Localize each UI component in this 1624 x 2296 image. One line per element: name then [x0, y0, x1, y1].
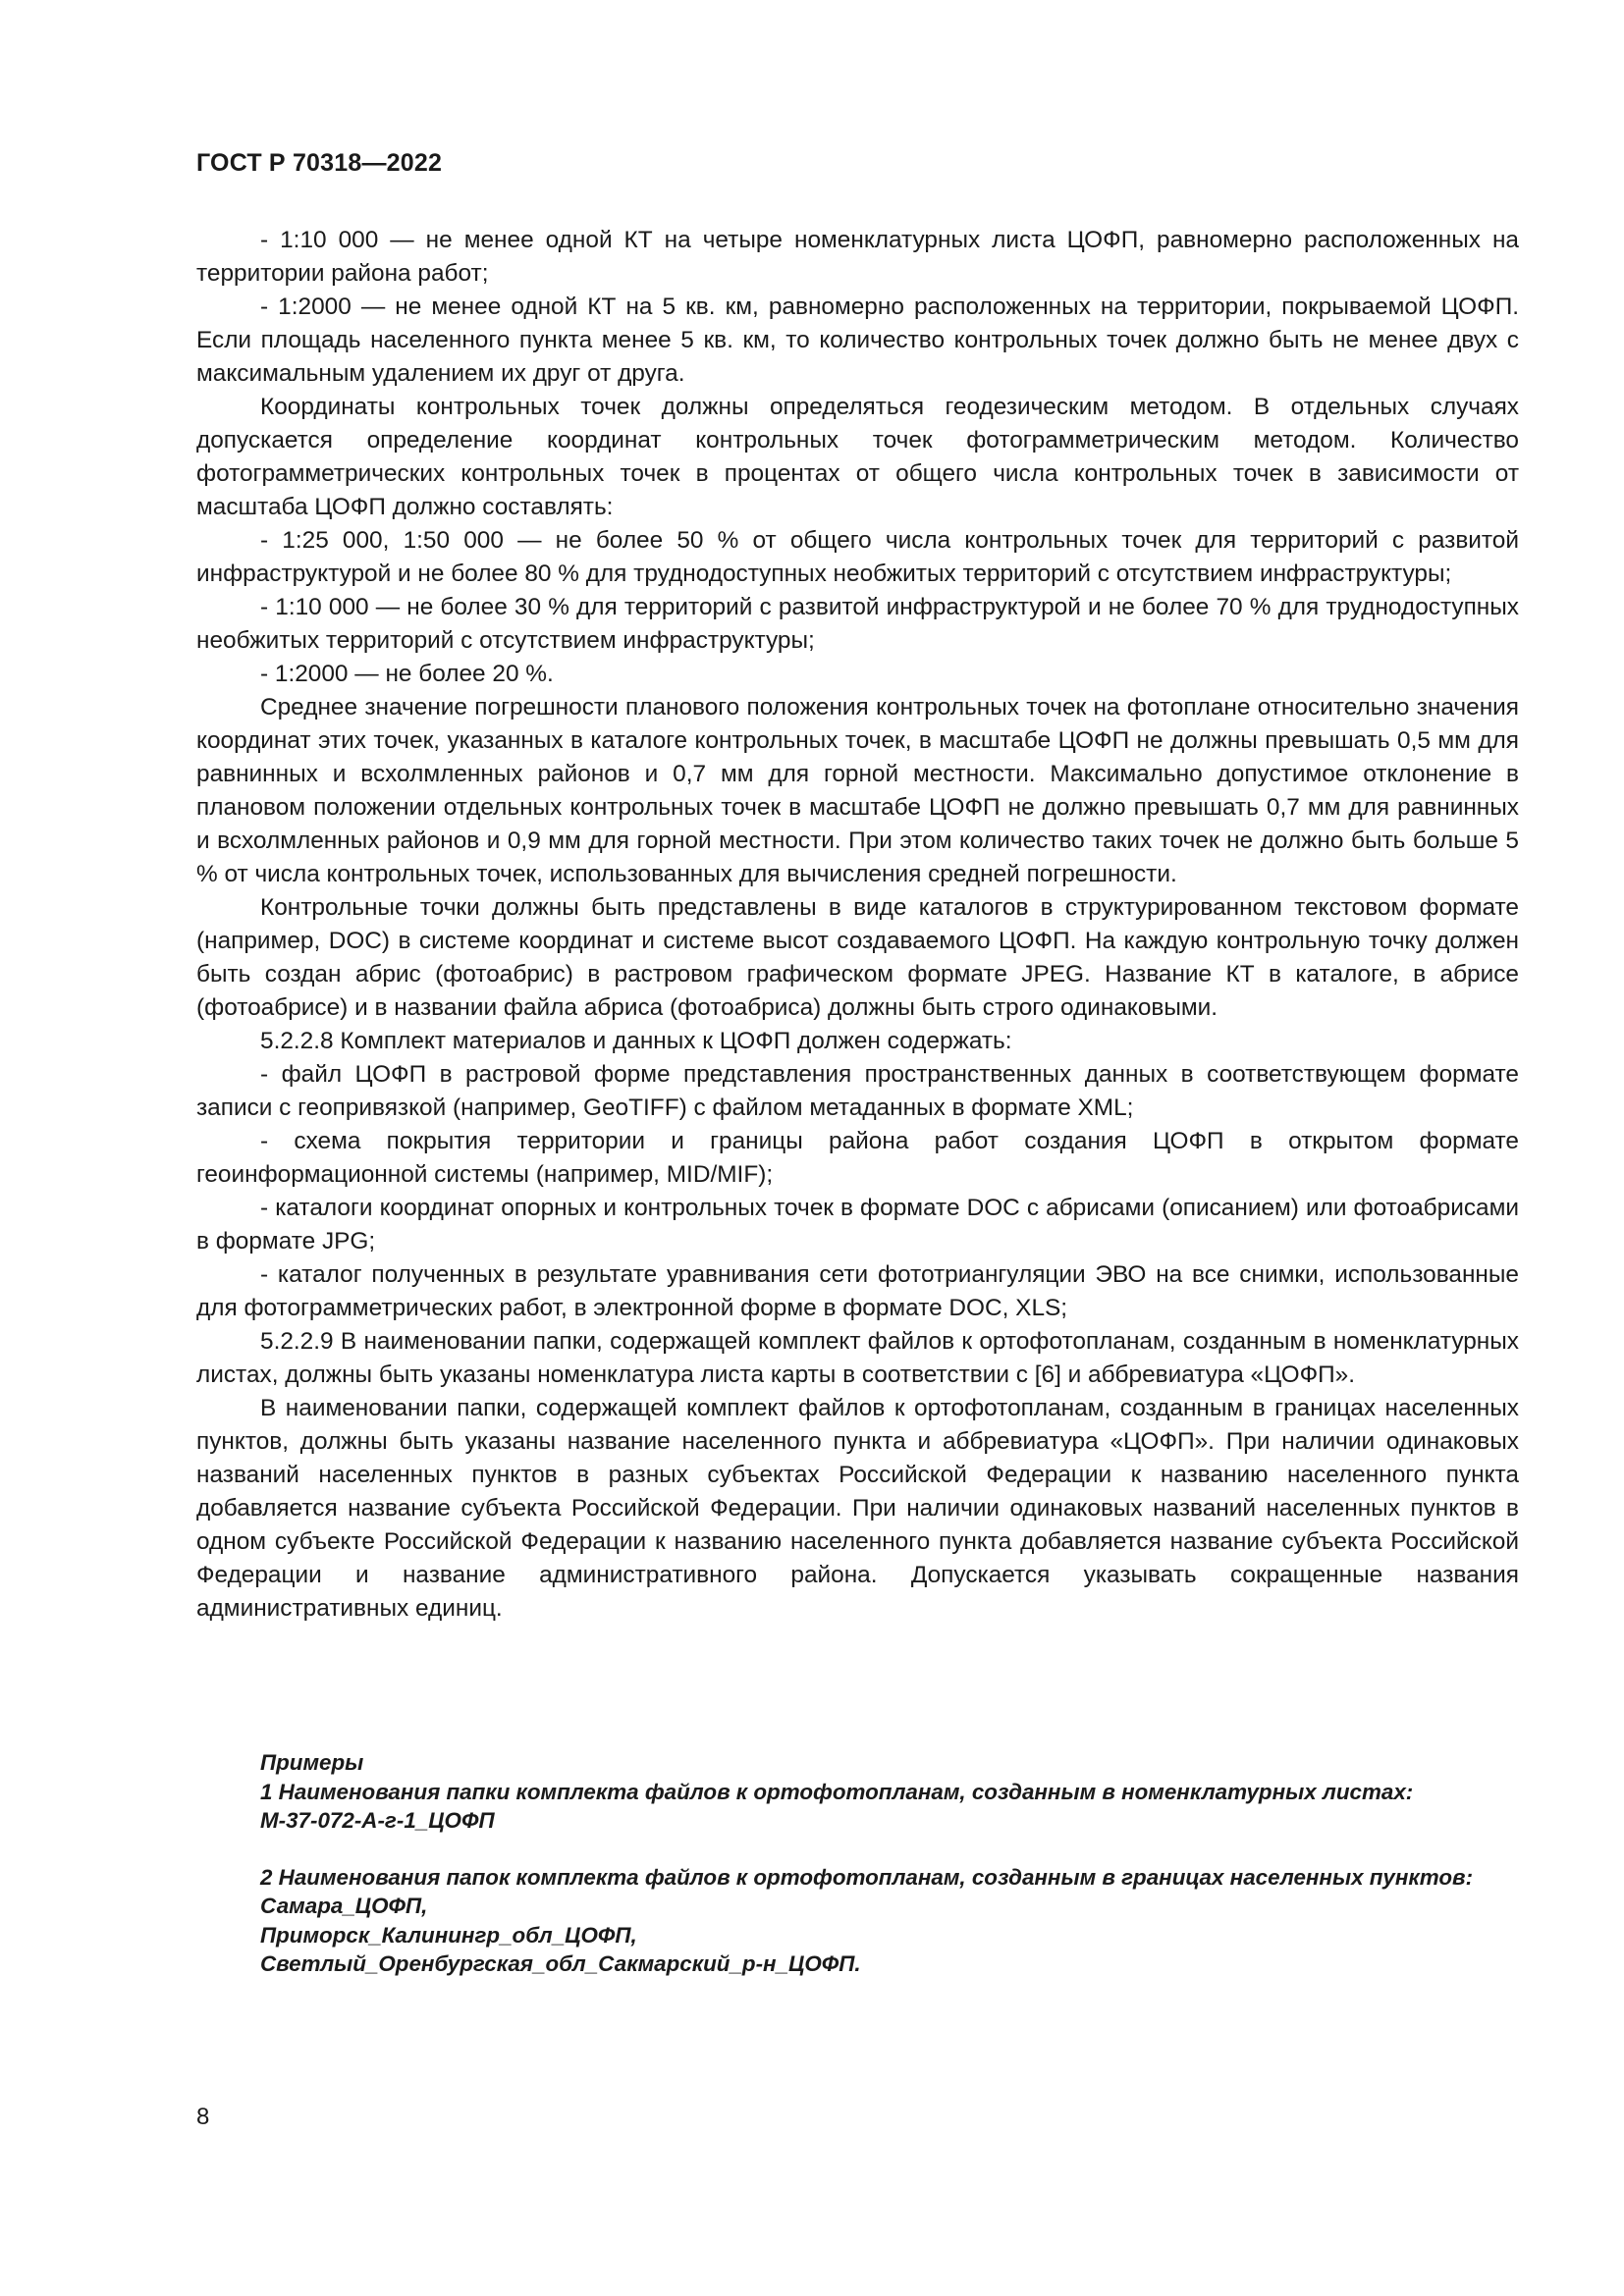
paragraph: Координаты контрольных точек должны определяться геодезическим методом. В отдельных случаях допускается определение координат контрольных точек фотограмметрическим методом. Количество фотограмметрических контрольных точек в процентах от общего числа контрольных точек в зависимости от масштаба ЦОФП должно составлять: [196, 394, 1519, 520]
paragraph: - 1:2000 — не менее одной КТ на 5 кв. км, равномерно расположенных на территории, покрываемой ЦОФП. Если площадь населенного пункта менее 5 кв. км, то количество контрольных точек должно быть не менее двух с максимальным удалением их друг от друга. [196, 294, 1519, 387]
paragraph: - каталог полученных в результате уравнивания сети фототриангуляции ЭВО на все снимки, использованные для фотограмметрических работ, в электронной форме в формате DOC, XLS; [196, 1261, 1519, 1321]
example-2-folder-name: Светлый_Оренбургская_обл_Сакмарский_р-н_ЦОФП. [260, 1951, 861, 1976]
paragraph: - 1:2000 — не более 20 %. [260, 661, 554, 687]
body-text [196, 224, 1519, 1626]
section-5-2-2-8: 5.2.2.8 Комплект материалов и данных к ЦОФП должен содержать: [260, 1028, 1012, 1054]
paragraph: - каталоги координат опорных и контрольных точек в формате DOC с абрисами (описанием) или фотоабрисами в формате JPG; [196, 1195, 1519, 1255]
paragraph: - 1:10 000 — не менее одной КТ на четыре номенклатурных листа ЦОФП, равномерно расположенных на территории района работ; [196, 227, 1519, 287]
example-2-text: 2 Наименования папок комплекта файлов к ортофотопланам, созданным в границах населенных пунктов: [260, 1864, 1474, 1890]
document-page [196, 0, 1519, 2296]
examples-heading: Примеры [260, 1750, 364, 1775]
paragraph: В наименовании папки, содержащей комплект файлов к ортофотопланам, созданным в границах населенных пунктов, должны быть указаны название населенного пункта и аббревиатура «ЦОФП». При наличии одинаковых названий населенных пунктов в разных субъектах Российской Федерации к названию населенного пункта добавляется название субъекта Российской Федерации. При наличии одинаковых названий населенных пунктов в одном субъекте Российской Федерации к названию населенного пункта добавляется название субъекта Российской Федерации и название административного района. Допускается указывать сокращенные названия административных единиц. [196, 1395, 1519, 1622]
paragraph: Среднее значение погрешности планового положения контрольных точек на фотоплане относительно значения координат этих точек, указанных в каталоге контрольных точек, в масштабе ЦОФП не должны превышать 0,5 мм для равнинных и всхолмленных районов и 0,7 мм для горной местности. Максимально допустимое отклонение в плановом положении отдельных контрольных точек в масштабе ЦОФП не должно превышать 0,7 мм для равнинных и всхолмленных районов и 0,9 мм для горной местности. При этом количество таких точек не должно быть больше 5 % от числа контрольных точек, использованных для вычисления средней погрешности. [196, 694, 1519, 887]
document-code-header: ГОСТ Р 70318—2022 [196, 149, 443, 177]
paragraph: - 1:25 000, 1:50 000 — не более 50 % от общего числа контрольных точек для территорий с развитой инфраструктурой и не более 80 % для труднодоступных необжитых территорий с отсутствием инфраструктуры; [196, 527, 1519, 587]
paragraph: - файл ЦОФП в растровой форме представления пространственных данных в соответствующем формате записи с геопривязкой (например, GeoTIFF) с файлом метаданных в формате XML; [196, 1061, 1519, 1121]
example-1-folder-name: M-37-072-А-г-1_ЦОФП [260, 1808, 495, 1833]
paragraph: - схема покрытия территории и границы района работ создания ЦОФП в открытом формате геоинформационной системы (например, MID/MIF); [196, 1128, 1519, 1188]
example-1-text: 1 Наименования папки комплекта файлов к ортофотопланам, созданным в номенклатурных листах: [260, 1779, 1414, 1804]
page-number: 8 [196, 2104, 210, 2130]
example-2-folder-name: Приморск_Калинингр_обл_ЦОФП, [260, 1922, 637, 1948]
examples-block [196, 1748, 1519, 1979]
example-2-folder-name: Самара_ЦОФП, [260, 1894, 428, 1918]
section-5-2-2-9: 5.2.2.9 В наименовании папки, содержащей комплект файлов к ортофотопланам, созданным в номенклатурных листах, должны быть указаны номенклатура листа карты в соответствии с [6] и аббревиатура «ЦОФП». [196, 1328, 1519, 1388]
paragraph: Контрольные точки должны быть представлены в виде каталогов в структурированном текстовом формате (например, DOC) в системе координат и системе высот создаваемого ЦОФП. На каждую контрольную точку должен быть создан абрис (фотоабрис) в растровом графическом формате JPEG. Название КТ в каталоге, в абрисе (фотоабрисе) и в названии файла абриса (фотоабриса) должны быть строго одинаковыми. [196, 894, 1519, 1021]
paragraph: - 1:10 000 — не более 30 % для территорий с развитой инфраструктурой и не более 70 % для труднодоступных необжитых территорий с отсутствием инфраструктуры; [196, 594, 1519, 654]
